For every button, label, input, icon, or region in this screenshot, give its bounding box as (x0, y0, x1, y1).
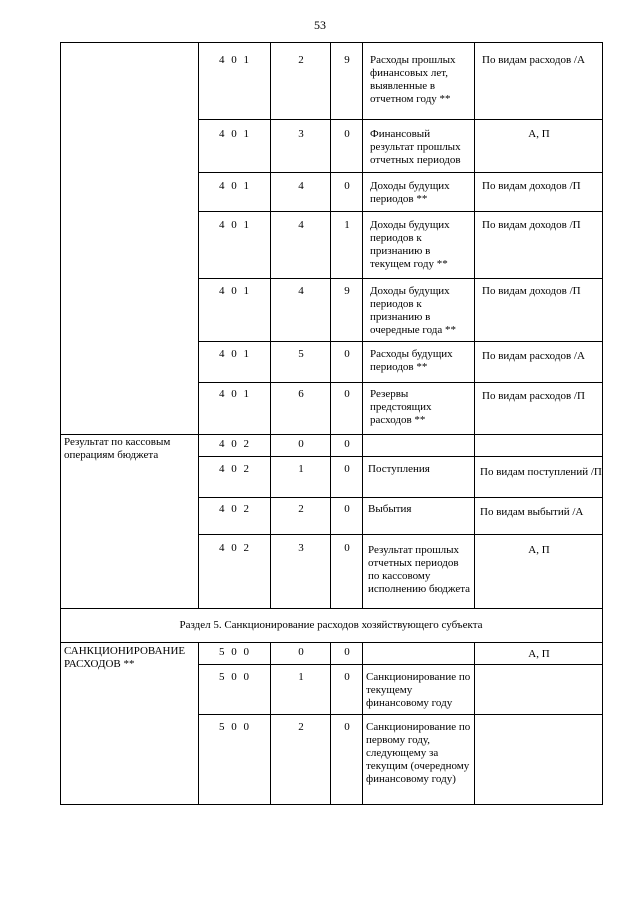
page-number: 53 (314, 18, 326, 32)
table-cell-name: Санкционирование по текущему финансовому году (366, 671, 471, 709)
table-cell-code: 4 0 1 (219, 388, 251, 400)
table-cell-col1: 2 (298, 503, 304, 515)
table-cell-col1: 2 (298, 54, 304, 66)
table-cell-name: Поступления (368, 463, 430, 475)
table-cell-code: 4 0 1 (219, 180, 251, 192)
table-cell-col1: 3 (298, 542, 304, 554)
table-cell-note: А, П (528, 128, 550, 140)
table-cell-code: 4 0 2 (219, 438, 251, 450)
table-cell-col2: 0 (344, 180, 350, 192)
table-cell-name: Доходы будущих периодов к признанию в очередные года ** (370, 285, 457, 336)
table-cell-code: 4 0 2 (219, 542, 251, 554)
table-cell-code: 5 0 0 (219, 671, 251, 683)
table-cell-col2: 9 (344, 285, 350, 297)
table-cell-col1: 4 (298, 219, 304, 231)
table-cell-name: Расходы будущих периодов ** (370, 348, 453, 373)
table-cell-code: 5 0 0 (219, 646, 251, 658)
table-cell-code: 4 0 2 (219, 463, 251, 475)
table-cell-col2: 0 (344, 438, 350, 450)
table-cell-col2: 0 (344, 128, 350, 140)
table-cell-note: По видам расходов /А (482, 54, 585, 66)
table-cell-code: 4 0 1 (219, 54, 251, 66)
table-cell-name: Расходы прошлых финансовых лет, выявленные в отчетном году ** (370, 54, 456, 105)
table-cell-col1: 2 (298, 721, 304, 733)
table-cell-col2: 0 (344, 388, 350, 400)
table-cell-name: Санкционирование по первому году, следующему за текущим (очередному финансовому году) (366, 721, 471, 785)
table-cell-name: Доходы будущих периодов ** (370, 180, 450, 205)
table-cell-col2: 0 (344, 542, 350, 554)
table-cell-col2: 9 (344, 54, 350, 66)
table-cell-note: По видам доходов /П (482, 180, 581, 192)
table-cell-name: Резервы предстоящих расходов ** (370, 388, 432, 426)
table-cell-label: Результат по кассовым операциям бюджета (64, 436, 171, 461)
table-cell-note: А, П (528, 544, 550, 556)
section-title: Раздел 5. Санкционирование расходов хозяйствующего субъекта (179, 619, 483, 631)
table-cell-col1: 4 (298, 180, 304, 192)
table-cell-code: 5 0 0 (219, 721, 251, 733)
table-cell-col2: 0 (344, 503, 350, 515)
table-cell-code: 4 0 2 (219, 503, 251, 515)
table-cell-col2: 1 (344, 219, 350, 231)
table-cell-note: По видам поступлений /П (480, 466, 602, 478)
table-cell-code: 4 0 1 (219, 219, 251, 231)
table-cell-col1: 3 (298, 128, 304, 140)
table-cell-col1: 0 (298, 438, 304, 450)
table-cell-code: 4 0 1 (219, 128, 251, 140)
table-cell-note: По видам доходов /П (482, 219, 581, 231)
table-cell-col2: 0 (344, 646, 350, 658)
table-cell-name: Результат прошлых отчетных периодов по кассовому исполнению бюджета (368, 544, 471, 595)
table-cell-name: Доходы будущих периодов к признанию в текущем году ** (370, 219, 450, 270)
table-cell-name: Выбытия (368, 503, 412, 515)
table-cell-col2: 0 (344, 721, 350, 733)
table-cell-col2: 0 (344, 671, 350, 683)
table-cell-note: А, П (528, 648, 550, 660)
table-cell-note: По видам доходов /П (482, 285, 581, 297)
table-cell-col1: 4 (298, 285, 304, 297)
table-cell-note: По видам выбытий /А (480, 506, 584, 518)
table-cell-col1: 5 (298, 348, 304, 360)
table-cell-code: 4 0 1 (219, 285, 251, 297)
table-cell-col1: 1 (298, 463, 304, 475)
table-cell-label: САНКЦИОНИРОВАНИЕ РАСХОДОВ ** (64, 645, 186, 670)
table-cell-note: По видам расходов /П (482, 390, 585, 402)
table-cell-col1: 6 (298, 388, 304, 400)
table-cell-col1: 1 (298, 671, 304, 683)
table-cell-code: 4 0 1 (219, 348, 251, 360)
table-cell-col2: 0 (344, 463, 350, 475)
table-cell-name: Финансовый результат прошлых отчетных периодов (370, 128, 461, 166)
table-cell-note: По видам расходов /А (482, 350, 585, 362)
table-cell-col2: 0 (344, 348, 350, 360)
table-cell-col1: 0 (298, 646, 304, 658)
